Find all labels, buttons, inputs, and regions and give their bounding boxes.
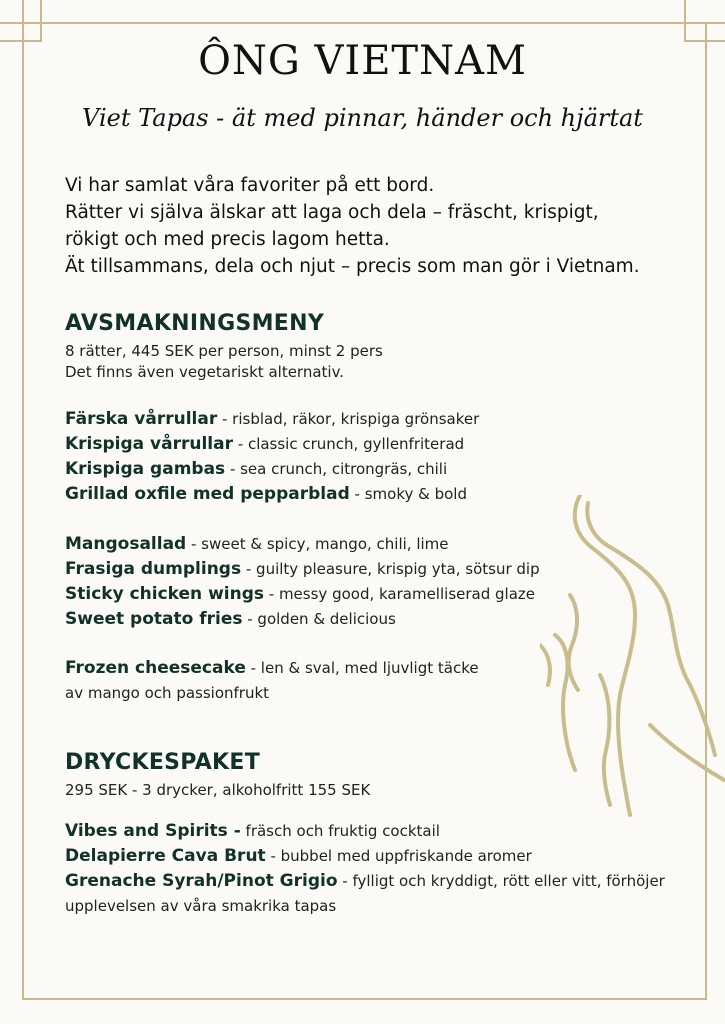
list-item <box>65 457 685 482</box>
list-item <box>65 819 685 844</box>
drinks-list <box>65 819 685 919</box>
dish-name: Frozen cheesecake <box>65 658 246 678</box>
drinks-price: 295 SEK - 3 drycker, alkoholfritt 155 SEK <box>65 781 371 799</box>
frame-corner-top-left-v <box>40 0 42 42</box>
tasting-menu-info <box>65 341 383 383</box>
restaurant-title: ÔNG VIETNAM <box>198 38 527 84</box>
dish-name: Sticky chicken wings <box>65 584 264 604</box>
dish-name: Sweet potato fries <box>65 609 243 629</box>
frame-right-line <box>684 0 686 40</box>
dish-name: Mangosallad <box>65 534 187 554</box>
list-item <box>65 844 685 869</box>
drink-description: - fylligt och kryddigt, rött eller vitt, förhöjer upplevelsen av våra smakrika tapas <box>65 872 665 915</box>
frame-top-line <box>0 22 725 24</box>
drink-name: Delapierre Cava Brut <box>65 846 266 866</box>
line-art-figure <box>540 495 725 825</box>
dish-description: - guilty pleasure, krispig yta, sötsur dip <box>241 560 540 578</box>
dish-description: - risblad, räkor, krispiga grönsaker <box>217 410 480 428</box>
dish-description: - classic crunch, gyllenfriterad <box>233 435 465 453</box>
dish-description: - messy good, karamelliserad glaze <box>264 585 535 603</box>
tasting-vegetarian-note: Det finns även vegetariskt alternativ. <box>65 363 345 381</box>
intro-line: Vi har samlat våra favoriter på ett bord. <box>65 175 435 196</box>
dish-description: - len & sval, med ljuvligt täcke <box>245 659 479 677</box>
drink-name: Vibes and Spirits - <box>65 821 241 841</box>
drink-description: fräsch och fruktig cocktail <box>240 822 440 840</box>
dish-name: Krispiga vårrullar <box>65 434 233 454</box>
frame-bottom-line <box>22 998 707 1000</box>
dish-name: Frasiga dumplings <box>65 559 242 579</box>
tagline: Viet Tapas - ät med pinnar, händer och hjärtat <box>82 104 643 132</box>
list-item <box>65 869 665 919</box>
drinks-heading: DRYCKESPAKET <box>65 750 261 775</box>
dish-name: Grillad oxfile med pepparblad <box>65 484 350 504</box>
dish-description: - golden & delicious <box>242 610 396 628</box>
intro-line: rökigt och med precis lagom hetta. <box>65 229 390 250</box>
intro-line: Rätter vi själva älskar att laga och dela – fräscht, krispigt, <box>65 202 599 223</box>
drink-description: - bubbel med uppfriskande aromer <box>265 847 532 865</box>
intro-line: Ät tillsammans, dela och njut – precis som man gör i Vietnam. <box>65 256 640 277</box>
intro-text <box>65 172 705 280</box>
dish-description: - smoky & bold <box>349 485 467 503</box>
frame-left-line <box>22 0 24 1000</box>
dish-list-group-1 <box>65 407 685 507</box>
drink-name: Grenache Syrah/Pinot Grigio <box>65 871 338 891</box>
tasting-menu-heading: AVSMAKNINGSMENY <box>65 311 325 336</box>
dish-description: - sea crunch, citrongräs, chili <box>225 460 448 478</box>
tasting-price: 8 rätter, 445 SEK per person, minst 2 pers <box>65 342 383 360</box>
dish-description: - sweet & spicy, mango, chili, lime <box>186 535 449 553</box>
dish-name: Krispiga gambas <box>65 459 226 479</box>
list-item <box>65 407 685 432</box>
dish-name: Färska vårrullar <box>65 409 218 429</box>
list-item <box>65 432 685 457</box>
dish-description-continued: av mango och passionfrukt <box>65 684 270 702</box>
